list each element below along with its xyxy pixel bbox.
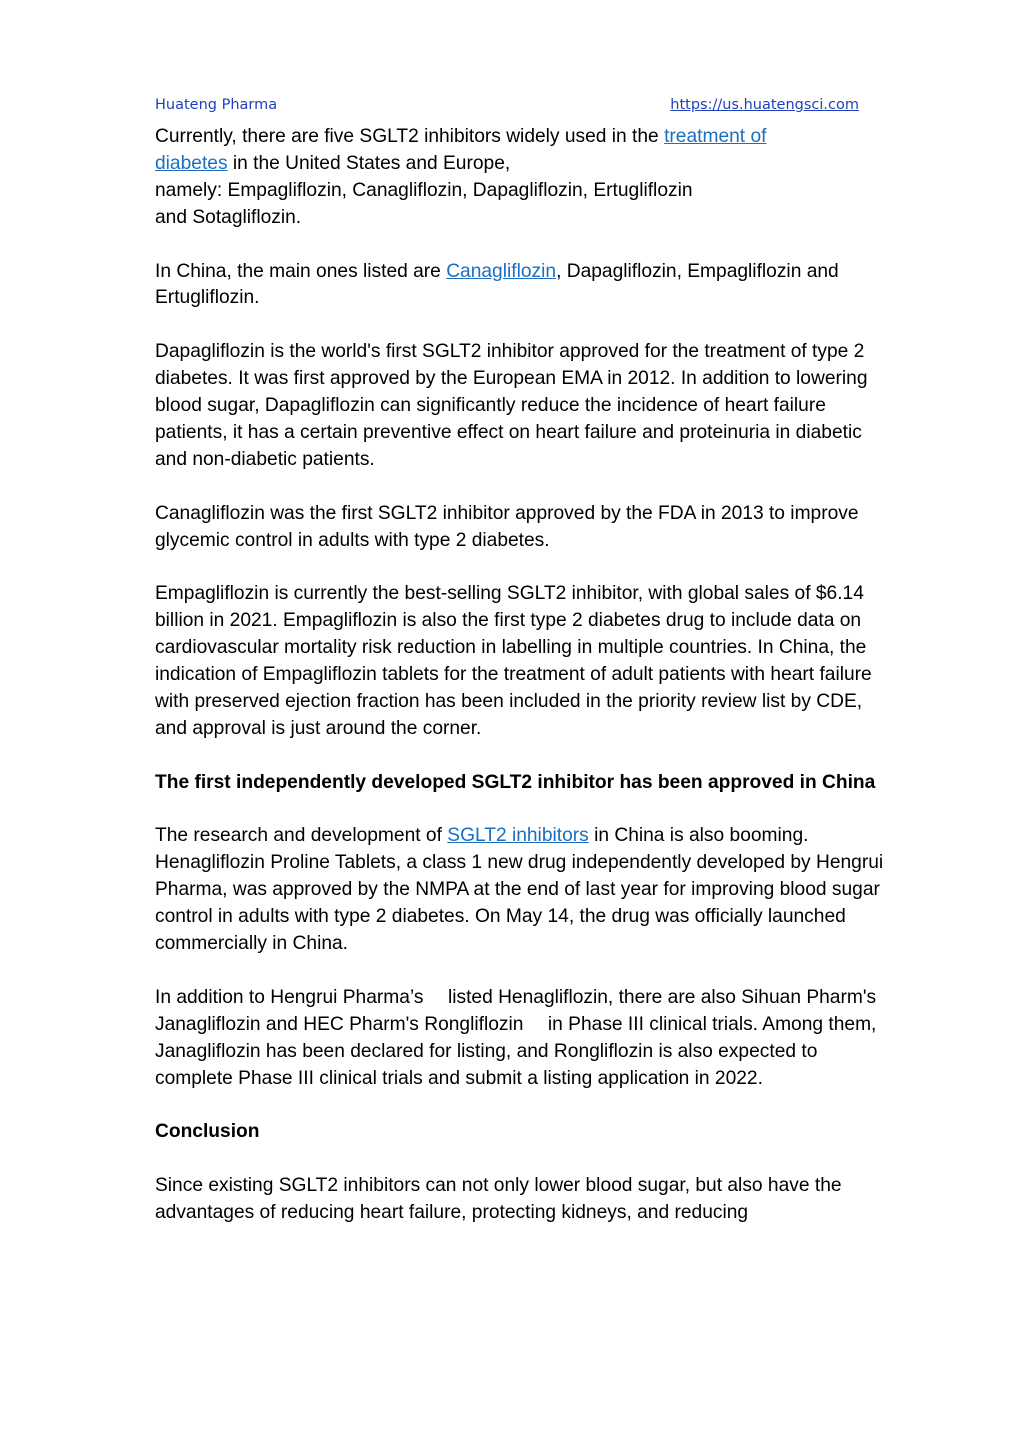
article-body [155,124,885,1254]
research-text-2: in China is also booming. Henagliflozin Proline Tablets, a class 1 new drug independently developed by Hengrui Pharma, was approved by the NMPA at the end of last year for improving blood sugar control in adults with type 2 diabetes. On May 14, the drug was officially launched commercially in China. [155,825,884,955]
paragraph-canagliflozin: Canagliflozin was the first SGLT2 inhibitor approved by the FDA in 2013 to improve glycemic control in adults with type 2 diabetes. [155,502,859,551]
paragraph-conclusion: Since existing SGLT2 inhibitors can not only lower blood sugar, but also have the advantages of reducing heart failure, protecting kidneys, and reducing [155,1175,842,1224]
section-heading-first-approved: The first independently developed SGLT2 inhibitor has been approved in China [155,771,876,793]
intro-text-3: namely: Empagliflozin, Canagliflozin, Dapagliflozin, Ertugliflozin [155,179,693,201]
china-text-2: , Dapagliflozin, Empagliflozin and Ertugliflozin. [155,260,839,309]
paragraph-empagliflozin: Empagliflozin is currently the best-selling SGLT2 inhibitor, with global sales of $6.14 billion in 2021. Empagliflozin is also the first type 2 diabetes drug to include data on cardiovascular mortality risk reduction in labelling in multiple countries. In China, the indication of Empagliflozin tablets for the treatment of adult patients with heart failure with preserved ejection fraction has been included in the priority review list by CDE, and approval is just around the corner. [155,583,872,739]
header-url-link[interactable]: https://us.huatengsci.com [670,97,859,113]
intro-text-4: and Sotagliflozin. [155,206,302,228]
paragraph-dapagliflozin: Dapagliflozin is the world's first SGLT2 inhibitor approved for the treatment of type 2 diabetes. It was first approved by the European EMA in 2012. In addition to lowering blood sugar, Dapagliflozin can significantly reduce the incidence of heart failure patients, it has a certain preventive effect on heart failure and proteinuria in diabetic and non-diabetic patients. [155,341,868,470]
canagliflozin-link[interactable]: Canagliflozin [446,260,557,282]
sglt2-inhibitors-link[interactable]: SGLT2 inhibitors [447,825,589,847]
china-text-1: In China, the main ones listed are [155,260,447,282]
treatment-of-diabetes-link-cont[interactable]: diabetes [155,152,228,174]
paragraph-research [155,823,885,958]
paragraph-pipeline: In addition to Hengrui Pharma’s listed Henagliflozin, there are also Sihuan Pharm's Janagliflozin and HEC Pharm's Rongliflozin in Phase III clinical trials. Among them, Janagliflozin has been declared for listing, and Rongliflozin is also expected to complete Phase III clinical trials and submit a listing application in 2022. [155,986,877,1089]
treatment-of-diabetes-link[interactable]: treatment of [664,126,767,147]
header-brand: Huateng Pharma [155,97,278,113]
page-header [155,97,859,119]
research-text-1: The research and development of [155,825,448,847]
paragraph-intro [155,124,885,232]
paragraph-china-listed [155,259,885,313]
intro-text-1: Currently, there are five SGLT2 inhibitors widely used in the [155,126,665,147]
intro-text-2: in the United States and Europe, [227,152,511,174]
section-heading-conclusion: Conclusion [155,1121,260,1143]
